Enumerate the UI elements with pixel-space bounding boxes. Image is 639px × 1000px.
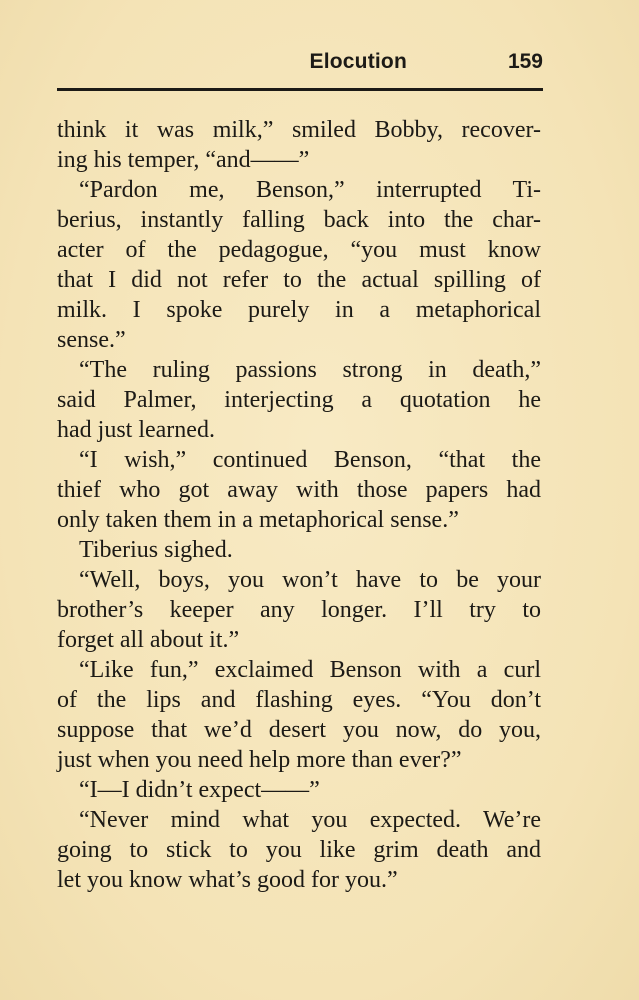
text-line: going to stick to you like grim death and	[57, 837, 541, 863]
text-line: said Palmer, interjecting a quotation he	[57, 387, 541, 413]
text-line: suppose that we’d desert you now, do you,	[57, 717, 541, 743]
text-line: only taken them in a metaphorical sense.”	[57, 507, 459, 533]
text-line: think it was milk,” smiled Bobby, recover-	[57, 117, 541, 143]
text-line: “Like fun,” exclaimed Benson with a curl	[79, 657, 541, 683]
text-line: sense.”	[57, 327, 126, 353]
text-line: “Pardon me, Benson,” interrupted Ti-	[79, 177, 541, 203]
text-line: Tiberius sighed.	[79, 537, 233, 563]
text-line: thief who got away with those papers had	[57, 477, 541, 503]
text-line: “Never mind what you expected. We’re	[79, 807, 541, 833]
running-title: Elocution	[309, 50, 407, 73]
text-line: of the lips and flashing eyes. “You don’t	[57, 687, 541, 713]
text-line: let you know what’s good for you.”	[57, 867, 398, 893]
text-line: acter of the pedagogue, “you must know	[57, 237, 541, 263]
text-line: that I did not refer to the actual spilling of	[57, 267, 541, 293]
text-line: “I wish,” continued Benson, “that the	[79, 447, 541, 473]
text-line: just when you need help more than ever?”	[57, 747, 462, 773]
text-line: “The ruling passions strong in death,”	[79, 357, 541, 383]
page-number: 159	[507, 50, 543, 73]
text-line: brother’s keeper any longer. I’ll try to	[57, 597, 541, 623]
text-line: berius, instantly falling back into the char-	[57, 207, 541, 233]
text-line: had just learned.	[57, 417, 215, 443]
text-line: milk. I spoke purely in a metaphorical	[57, 297, 541, 323]
text-line: “I—I didn’t expect——”	[79, 777, 320, 803]
header-rule	[57, 88, 543, 91]
text-line: ing his temper, “and——”	[57, 147, 310, 173]
running-header	[57, 50, 543, 84]
text-line: “Well, boys, you won’t have to be your	[79, 567, 541, 593]
body-text	[57, 115, 541, 895]
text-line: forget all about it.”	[57, 627, 240, 653]
